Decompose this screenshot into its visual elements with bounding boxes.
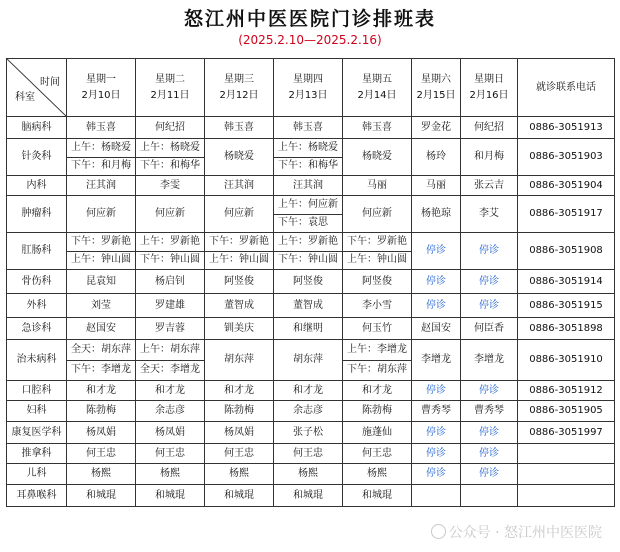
dept-cell: 耳鼻喉科: [7, 485, 67, 507]
shift-entry: 上午：李增龙: [347, 343, 407, 355]
table-row: [7, 176, 615, 196]
schedule-cell: 杨晓爱: [343, 139, 412, 176]
schedule-cell: 罗建雄: [136, 294, 205, 318]
schedule-cell: 陈勃梅: [343, 401, 412, 422]
table-row: [7, 340, 615, 381]
schedule-cell: 何王忠: [136, 444, 205, 464]
schedule-cell: [343, 340, 412, 381]
shift-entry: 全天：李增龙: [136, 360, 204, 381]
corner-cell: [7, 59, 67, 117]
schedule-cell: 张子松: [274, 422, 343, 444]
table-row: [7, 294, 615, 318]
schedule-cell: [67, 340, 136, 381]
dept-cell: 脑病科: [7, 117, 67, 139]
schedule-cell: 施蓬仙: [343, 422, 412, 444]
schedule-cell: 停诊: [412, 444, 461, 464]
day-header: 星期六 2月15日: [412, 59, 461, 117]
schedule-cell: 和月梅: [461, 139, 518, 176]
schedule-cell: 和城琨: [67, 485, 136, 507]
table-row: [7, 318, 615, 340]
phone-cell: 0886-3051910: [518, 340, 615, 381]
schedule-cell: 李增龙: [461, 340, 518, 381]
table-row: [7, 381, 615, 401]
schedule-cell: 和才龙: [67, 381, 136, 401]
day-header: 星期五 2月14日: [343, 59, 412, 117]
phone-cell: 0886-3051913: [518, 117, 615, 139]
dept-cell: 治未病科: [7, 340, 67, 381]
dept-cell: 康复医学科: [7, 422, 67, 444]
schedule-cell: 韩玉喜: [67, 117, 136, 139]
phone-header: 就诊联系电话: [518, 59, 615, 117]
date-range: (2025.2.10—2025.2.16): [238, 33, 382, 47]
corner-dept-label: 科室: [15, 92, 35, 103]
schedule-cell: [274, 233, 343, 270]
schedule-cell: 何王忠: [343, 444, 412, 464]
phone-cell: 0886-3051915: [518, 294, 615, 318]
schedule-table: [6, 58, 615, 507]
schedule-cell: 阿竖俊: [343, 270, 412, 294]
schedule-cell: [205, 233, 274, 270]
day-header: 星期一 2月10日: [67, 59, 136, 117]
schedule-cell: 停诊: [412, 464, 461, 485]
wechat-icon: [431, 524, 446, 539]
schedule-cell: [136, 340, 205, 381]
schedule-cell: 汪其润: [205, 176, 274, 196]
dept-cell: 针灸科: [7, 139, 67, 176]
shift-entry: 上午：钟山圆: [67, 251, 135, 270]
schedule-cell: 赵国安: [412, 318, 461, 340]
dept-cell: 急诊科: [7, 318, 67, 340]
dept-cell: 口腔科: [7, 381, 67, 401]
schedule-cell: 杨熙: [274, 464, 343, 485]
schedule-cell: 何玉竹: [343, 318, 412, 340]
shift-entry: 下午：胡东萍: [343, 360, 411, 381]
schedule-cell: [412, 485, 461, 507]
schedule-cell: 汪其润: [67, 176, 136, 196]
table-row: [7, 422, 615, 444]
shift-entry: 上午：杨晓爱: [71, 141, 131, 153]
schedule-cell: [343, 233, 412, 270]
day-header: 星期三 2月12日: [205, 59, 274, 117]
schedule-cell: 马丽: [343, 176, 412, 196]
table-row: [7, 464, 615, 485]
shift-entry: 下午：和梅华: [274, 157, 342, 176]
shift-entry: 下午：罗新艳: [71, 235, 131, 247]
table-row: [7, 117, 615, 139]
schedule-cell: 阿竖俊: [205, 270, 274, 294]
shift-entry: 上午：何应新: [278, 198, 338, 210]
schedule-cell: 杨艳琼: [412, 196, 461, 233]
schedule-cell: 和才龙: [136, 381, 205, 401]
phone-cell: [518, 444, 615, 464]
phone-cell: 0886-3051908: [518, 233, 615, 270]
shift-entry: 上午：钟山圆: [343, 251, 411, 270]
schedule-cell: 罗金花: [412, 117, 461, 139]
phone-cell: 0886-3051914: [518, 270, 615, 294]
schedule-cell: 停诊: [412, 381, 461, 401]
schedule-cell: 和才龙: [274, 381, 343, 401]
shift-entry: 下午：钟山圆: [274, 251, 342, 270]
shift-entry: 全天：胡东萍: [71, 343, 131, 355]
schedule-cell: 停诊: [461, 381, 518, 401]
schedule-cell: 何臣香: [461, 318, 518, 340]
day-header: 星期日 2月16日: [461, 59, 518, 117]
schedule-cell: 杨晓爱: [205, 139, 274, 176]
header-row: [7, 59, 615, 117]
schedule-cell: 杨熙: [205, 464, 274, 485]
shift-entry: 下午：罗新艳: [347, 235, 407, 247]
dept-cell: 妇科: [7, 401, 67, 422]
schedule-cell: 何应新: [67, 196, 136, 233]
schedule-cell: 和城琨: [136, 485, 205, 507]
schedule-cell: 汪其润: [274, 176, 343, 196]
schedule-cell: [461, 485, 518, 507]
schedule-cell: 刘莹: [67, 294, 136, 318]
dept-cell: 内科: [7, 176, 67, 196]
table-row: [7, 196, 615, 233]
schedule-cell: 胡东萍: [205, 340, 274, 381]
schedule-cell: 董智成: [205, 294, 274, 318]
phone-cell: [518, 485, 615, 507]
schedule-cell: 何王忠: [67, 444, 136, 464]
schedule-cell: 阿竖俊: [274, 270, 343, 294]
schedule-cell: 停诊: [412, 422, 461, 444]
table-row: [7, 401, 615, 422]
dept-cell: 骨伤科: [7, 270, 67, 294]
schedule-cell: 停诊: [412, 233, 461, 270]
schedule-cell: 和城琨: [205, 485, 274, 507]
schedule-cell: 韩玉喜: [274, 117, 343, 139]
schedule-cell: 和才龙: [205, 381, 274, 401]
phone-cell: [518, 464, 615, 485]
table-row: [7, 444, 615, 464]
table-row: [7, 139, 615, 176]
dept-cell: 肿瘤科: [7, 196, 67, 233]
schedule-cell: 杨熙: [136, 464, 205, 485]
schedule-cell: 杨凤娟: [205, 422, 274, 444]
schedule-cell: 李雯: [136, 176, 205, 196]
shift-entry: 上午：胡东萍: [140, 343, 200, 355]
shift-entry: 上午：罗新艳: [278, 235, 338, 247]
day-header: 星期二 2月11日: [136, 59, 205, 117]
schedule-cell: 和才龙: [343, 381, 412, 401]
shift-entry: 下午：和梅华: [136, 157, 204, 176]
schedule-cell: 何纪招: [461, 117, 518, 139]
schedule-cell: 停诊: [461, 233, 518, 270]
shift-entry: 下午：和月梅: [67, 157, 135, 176]
dept-cell: 肛肠科: [7, 233, 67, 270]
schedule-cell: 赵国安: [67, 318, 136, 340]
schedule-cell: [67, 139, 136, 176]
phone-cell: 0886-3051898: [518, 318, 615, 340]
shift-entry: 上午：杨晓爱: [140, 141, 200, 153]
schedule-cell: 何王忠: [274, 444, 343, 464]
schedule-cell: 胡东萍: [274, 340, 343, 381]
corner-time-label: 时间: [40, 77, 60, 88]
shift-entry: 下午：李增龙: [67, 360, 135, 381]
schedule-cell: 余志彦: [274, 401, 343, 422]
shift-entry: 上午：罗新艳: [140, 235, 200, 247]
phone-cell: 0886-3051917: [518, 196, 615, 233]
schedule-cell: 停诊: [461, 444, 518, 464]
schedule-cell: 杨玲: [412, 139, 461, 176]
schedule-cell: 何应新: [205, 196, 274, 233]
shift-entry: 上午：杨晓爱: [278, 141, 338, 153]
dept-cell: 儿科: [7, 464, 67, 485]
schedule-cell: 张云吉: [461, 176, 518, 196]
schedule-cell: [67, 233, 136, 270]
schedule-cell: 何纪招: [136, 117, 205, 139]
schedule-cell: 李增龙: [412, 340, 461, 381]
table-row: [7, 485, 615, 507]
schedule-cell: 杨凤娟: [136, 422, 205, 444]
schedule-cell: [274, 196, 343, 233]
schedule-cell: 杨启钊: [136, 270, 205, 294]
schedule-cell: 李小雪: [343, 294, 412, 318]
schedule-cell: [274, 139, 343, 176]
schedule-cell: 停诊: [461, 422, 518, 444]
dept-cell: 推拿科: [7, 444, 67, 464]
schedule-cell: 董智成: [274, 294, 343, 318]
schedule-cell: 停诊: [412, 294, 461, 318]
phone-cell: 0886-3051912: [518, 381, 615, 401]
shift-entry: 上午：钟山圆: [205, 251, 273, 270]
schedule-cell: 何应新: [343, 196, 412, 233]
schedule-cell: 陈勃梅: [67, 401, 136, 422]
schedule-cell: 停诊: [461, 294, 518, 318]
watermark: 公众号 · 怒江州中医医院: [427, 522, 606, 542]
schedule-cell: 停诊: [461, 464, 518, 485]
phone-cell: 0886-3051905: [518, 401, 615, 422]
schedule-cell: 和城琨: [274, 485, 343, 507]
phone-cell: 0886-3051904: [518, 176, 615, 196]
schedule-cell: 曹秀琴: [412, 401, 461, 422]
schedule-cell: [136, 233, 205, 270]
schedule-cell: 何王忠: [205, 444, 274, 464]
schedule-cell: 和继明: [274, 318, 343, 340]
schedule-cell: 杨凤娟: [67, 422, 136, 444]
dept-cell: 外科: [7, 294, 67, 318]
schedule-cell: 余志彦: [136, 401, 205, 422]
schedule-cell: 罗吉蓉: [136, 318, 205, 340]
schedule-cell: 陈勃梅: [205, 401, 274, 422]
schedule-cell: 和城琨: [343, 485, 412, 507]
schedule-cell: 停诊: [412, 270, 461, 294]
schedule-cell: 何应新: [136, 196, 205, 233]
shift-entry: 下午：袁思: [274, 214, 342, 233]
schedule-cell: 杨熙: [67, 464, 136, 485]
schedule-cell: 钏美庆: [205, 318, 274, 340]
schedule-cell: 马丽: [412, 176, 461, 196]
schedule-cell: 李艾: [461, 196, 518, 233]
schedule-cell: 韩玉喜: [343, 117, 412, 139]
table-row: [7, 233, 615, 270]
page-title: 怒江州中医医院门诊排班表: [183, 8, 436, 30]
shift-entry: 下午：钟山圆: [136, 251, 204, 270]
day-header: 星期四 2月13日: [274, 59, 343, 117]
schedule-cell: 昆袁知: [67, 270, 136, 294]
schedule-cell: 曹秀琴: [461, 401, 518, 422]
schedule-cell: 韩玉喜: [205, 117, 274, 139]
table-row: [7, 270, 615, 294]
phone-cell: 0886-3051997: [518, 422, 615, 444]
schedule-cell: 杨熙: [343, 464, 412, 485]
schedule-cell: [136, 139, 205, 176]
phone-cell: 0886-3051903: [518, 139, 615, 176]
schedule-cell: 停诊: [461, 270, 518, 294]
shift-entry: 下午：罗新艳: [209, 235, 269, 247]
